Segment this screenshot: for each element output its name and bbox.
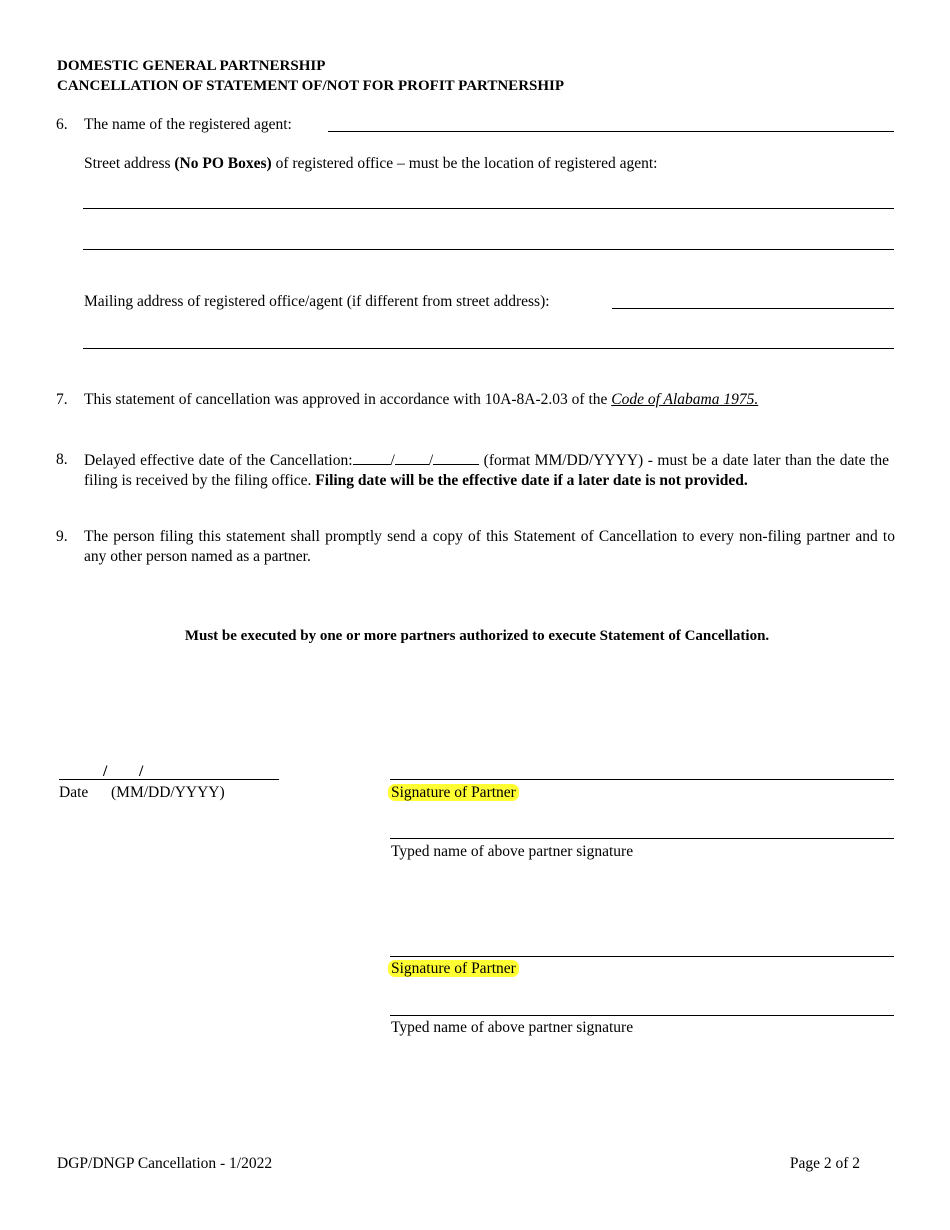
delayed-date-month-field[interactable] [353,450,391,465]
notification-requirement: The person filing this statement shall promptly send a copy of this Statement of Cancellation to every non-filing partner and to any other person named as a partner. [84,528,895,565]
execution-date-slash-2: / [139,763,144,780]
mailing-address-field-line-1[interactable] [612,308,894,309]
partner-2-signature-label-text: Signature of Partner [388,960,519,977]
partner-1-signature-label-text: Signature of Partner [388,784,519,801]
form-subtitle: CANCELLATION OF STATEMENT OF/NOT FOR PROFIT PARTNERSHIP [57,78,565,94]
delayed-date-year-field[interactable] [433,450,479,465]
code-of-alabama-reference: Code of Alabama 1975. [611,391,759,408]
partner-1-typed-name-field[interactable] [390,838,894,839]
delayed-date-day-field[interactable] [395,450,429,465]
page-number: Page 2 of 2 [789,1155,860,1172]
approval-statement [84,390,758,410]
partner-2-signature-field[interactable] [390,956,894,957]
item-6-number: 6. [56,116,68,133]
item-9-number: 9. [56,528,68,545]
filing-date-warning: Filing date will be the effective date if a later date is not provided. [315,472,748,489]
partner-2-signature-label [388,959,519,979]
execution-date-format: (MM/DD/YYYY) [111,784,225,801]
street-address-field-line-1[interactable] [83,208,894,209]
form-title: DOMESTIC GENERAL PARTNERSHIP [57,58,326,74]
execution-requirement: Must be executed by one or more partners authorized to execute Statement of Cancellation. [184,628,770,644]
partner-1-signature-label [388,783,519,803]
execution-date-slash-1: / [103,763,108,780]
delayed-date-label: Delayed effective date of the Cancellation: [84,452,353,469]
mailing-address-field-line-2[interactable] [83,348,894,349]
partner-2-typed-name-label: Typed name of above partner signature [391,1019,634,1036]
street-address-field-line-2[interactable] [83,249,894,250]
execution-date-label: Date [59,784,89,801]
no-po-boxes-note: (No PO Boxes) [174,155,272,172]
form-identifier: DGP/DNGP Cancellation - 1/2022 [57,1155,273,1172]
street-address-label [84,154,657,174]
registered-agent-field[interactable] [328,131,894,132]
item-8-number: 8. [56,451,68,468]
delayed-date-slash-2: / [428,452,434,469]
delayed-date-format-note: (format MM/DD/YYYY) - must be a date later than the date the filing is received by the filing office. [84,452,889,489]
registered-agent-label: The name of the registered agent: [84,116,292,133]
street-address-text-post: of registered office – must be the location of registered agent: [271,155,658,172]
mailing-address-label: Mailing address of registered office/agent (if different from street address): [84,293,550,310]
execution-date-field[interactable] [59,779,279,780]
delayed-date-slash-1: / [390,452,395,469]
partner-2-typed-name-field[interactable] [390,1015,894,1016]
street-address-text-pre: Street address [84,155,175,172]
approval-text: This statement of cancellation was approved in accordance with 10A-8A-2.03 of the [84,391,612,408]
partner-1-typed-name-label: Typed name of above partner signature [391,843,634,860]
delayed-effective-date-paragraph [84,450,889,491]
partner-1-signature-field[interactable] [390,779,894,780]
item-7-number: 7. [56,391,68,408]
